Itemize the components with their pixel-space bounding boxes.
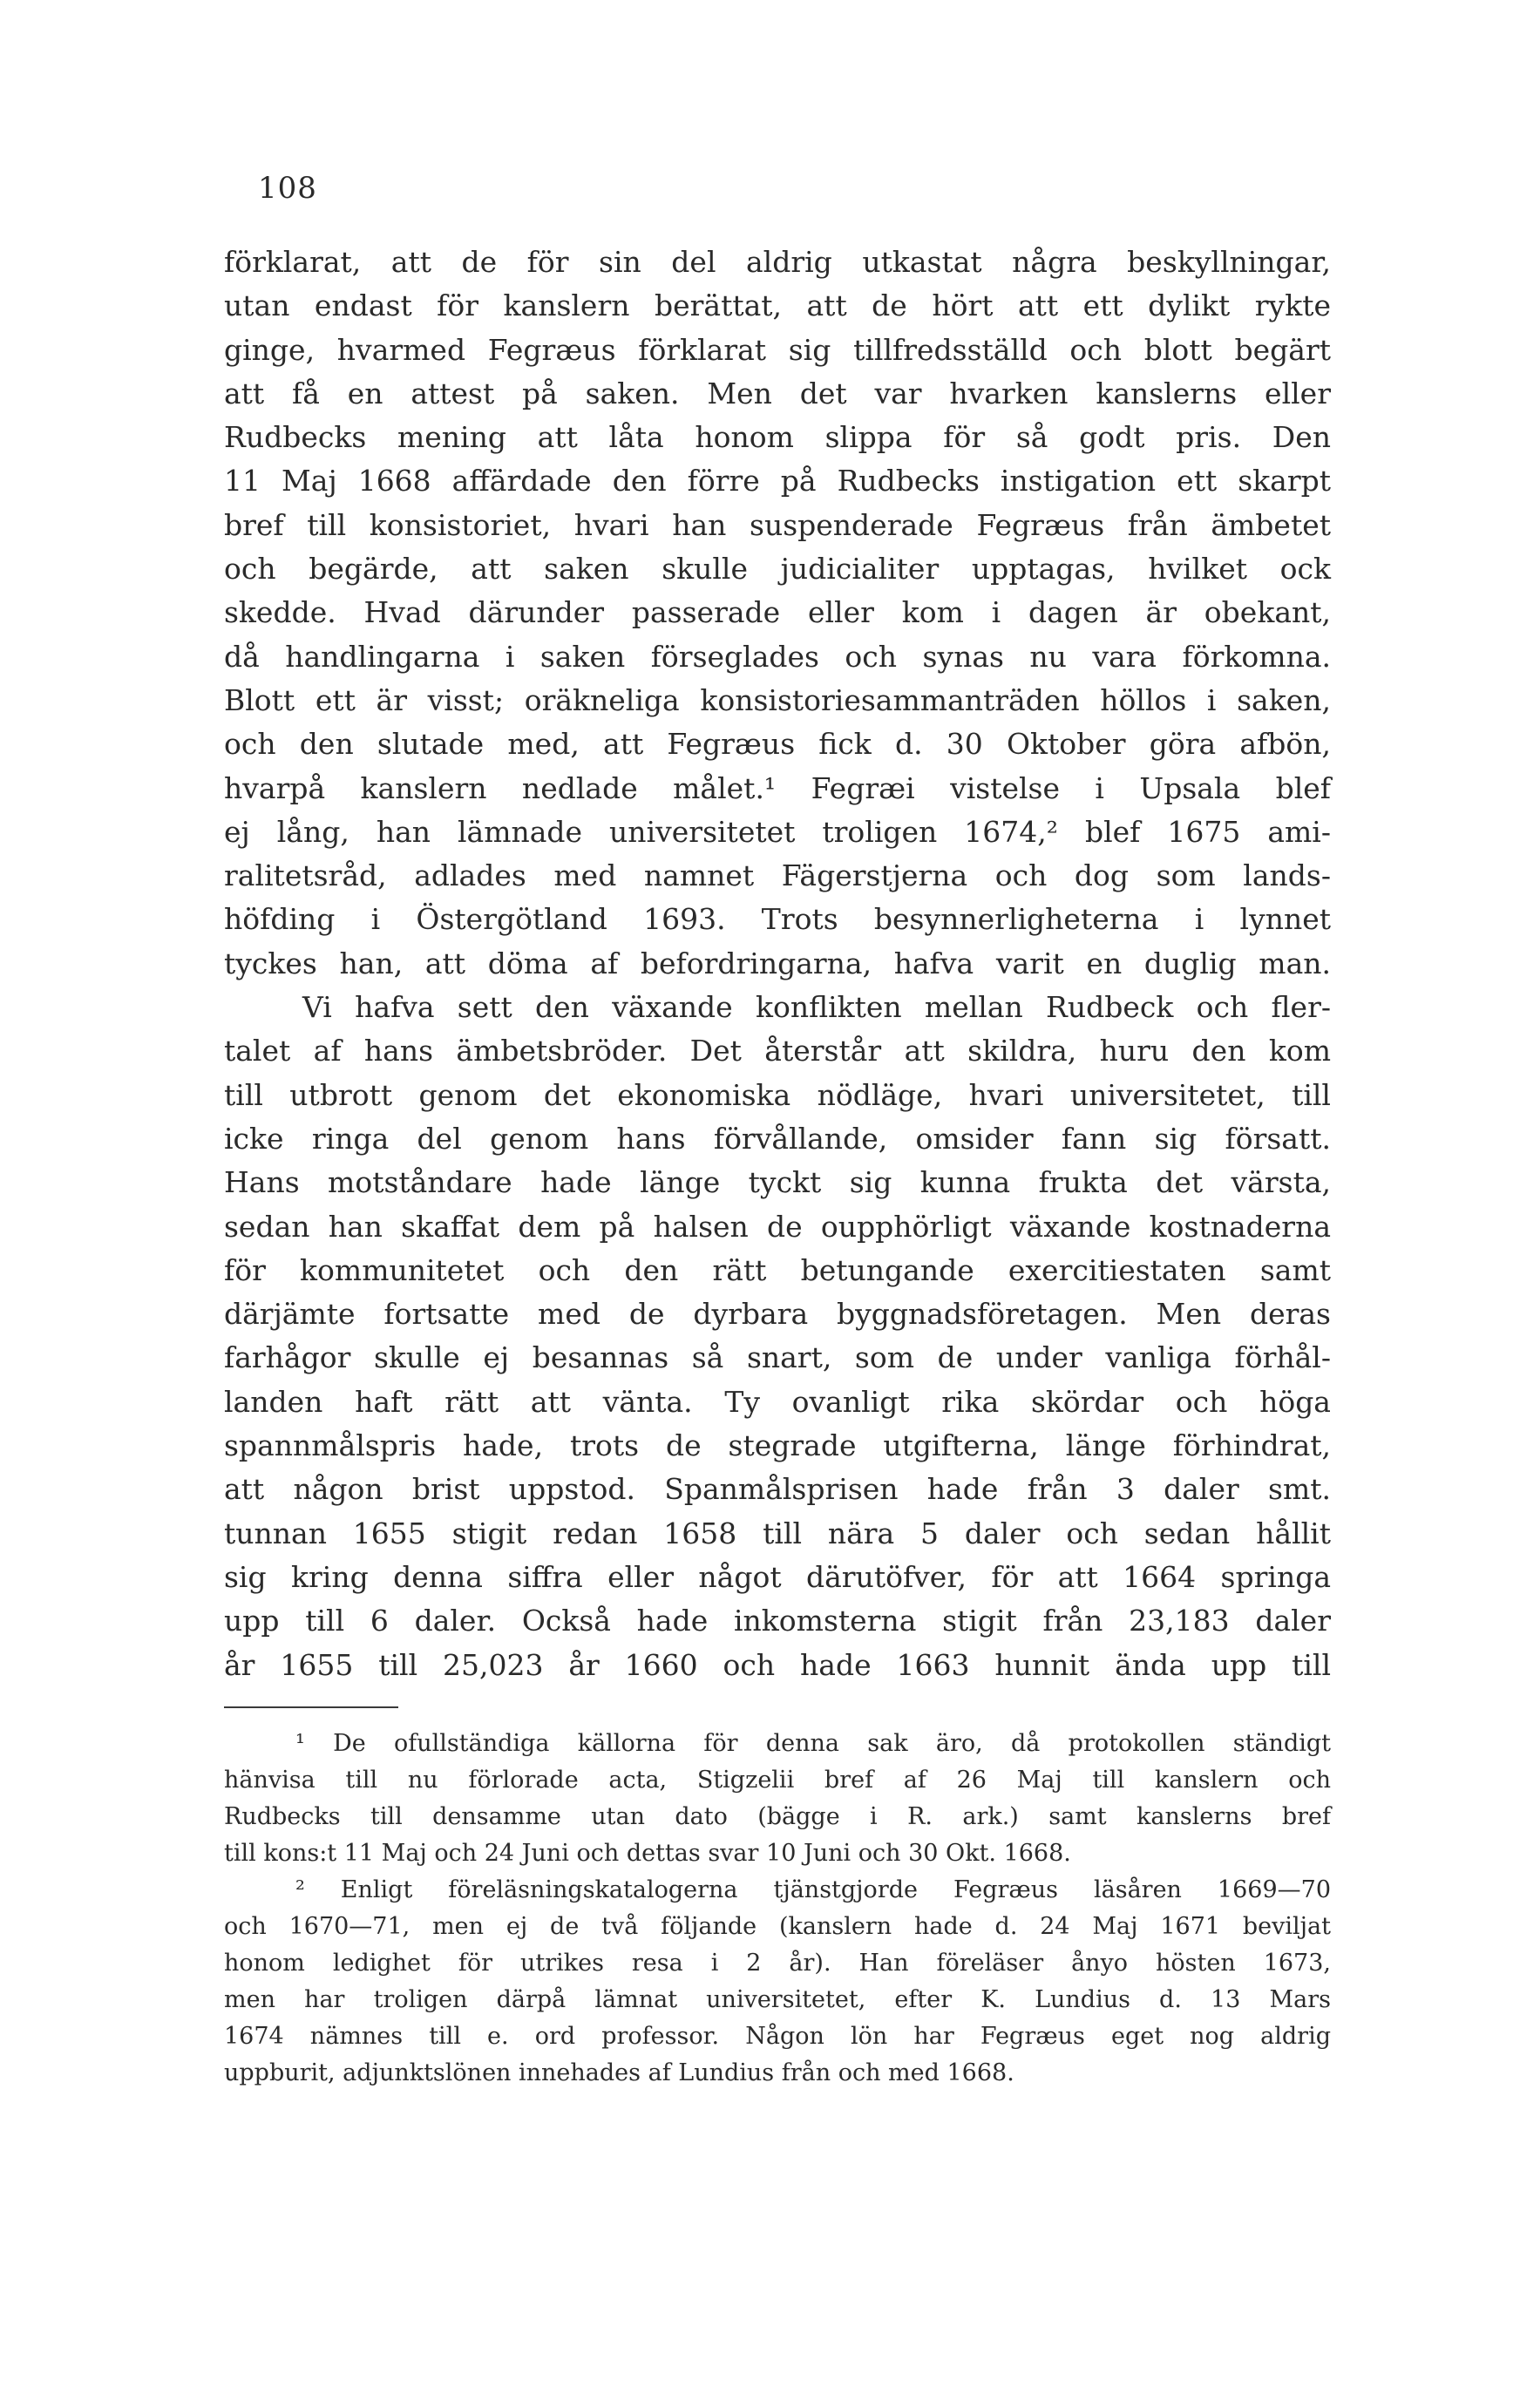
text-line: sedan han skaffat dem på halsen de oupphörligt växande kostnaderna bbox=[224, 1209, 1331, 1244]
footnote-line: ¹ De ofullständiga källorna för denna sak äro, då protokollen ständigt bbox=[295, 1730, 1331, 1757]
text-line: Hans motståndare hade länge tyckt sig kunna frukta det värsta, bbox=[224, 1165, 1331, 1200]
text-line: bref till konsistoriet, hvari han suspenderade Fegræus från ämbetet bbox=[224, 507, 1331, 542]
footnote-line: honom ledighet för utrikes resa i 2 år). Han föreläser ånyo hösten 1673, bbox=[224, 1950, 1331, 1977]
text-line: skedde. Hvad därunder passerade eller kom i dagen är obekant, bbox=[224, 595, 1331, 630]
footnote-line: och 1670—71, men ej de två följande (kanslern hade d. 24 Maj 1671 beviljat bbox=[224, 1913, 1331, 1940]
text-line: ginge, hvarmed Fegræus förklarat sig tillfredsställd och blott begärt bbox=[224, 332, 1331, 367]
body-text bbox=[224, 241, 1331, 1687]
text-line: då handlingarna i saken förseglades och synas nu vara förkomna. bbox=[224, 639, 1331, 674]
text-line: att någon brist uppstod. Spanmålsprisen hade från 3 daler smt. bbox=[224, 1472, 1331, 1507]
text-line: ej lång, han lämnade universitetet troligen 1674,² blef 1675 ami- bbox=[224, 814, 1331, 849]
footnote-line: hänvisa till nu förlorade acta, Stigzelii bref af 26 Maj till kanslern och bbox=[224, 1767, 1331, 1794]
text-line: ralitetsråd, adlades med namnet Fägerstjerna och dog som lands- bbox=[224, 858, 1331, 893]
text-line: talet af hans ämbetsbröder. Det återstår att skildra, huru den kom bbox=[224, 1034, 1331, 1068]
footnote-rule bbox=[224, 1706, 398, 1708]
footnote-line: till kons:t 11 Maj och 24 Juni och dettas svar 10 Juni och 30 Okt. 1668. bbox=[224, 1840, 1071, 1867]
text-line: landen haft rätt att vänta. Ty ovanligt rika skördar och höga bbox=[224, 1384, 1331, 1419]
footnote-line: Rudbecks till densamme utan dato (bägge i R. ark.) samt kanslerns bref bbox=[224, 1803, 1331, 1830]
footnote-line: 1674 nämnes till e. ord professor. Någon lön har Fegræus eget nog aldrig bbox=[224, 2023, 1331, 2050]
footnotes bbox=[224, 1726, 1331, 2092]
text-line: Rudbecks mening att låta honom slippa för så godt pris. Den bbox=[224, 420, 1331, 455]
text-line: och begärde, att saken skulle judicialiter upptagas, hvilket ock bbox=[224, 552, 1331, 587]
text-line: därjämte fortsatte med de dyrbara byggnadsföretagen. Men deras bbox=[224, 1297, 1331, 1332]
text-line: att få en attest på saken. Men det var hvarken kanslerns eller bbox=[224, 376, 1331, 410]
footnote-line: ² Enligt föreläsningskatalogerna tjänstgjorde Fegræus läsåren 1669—70 bbox=[295, 1876, 1331, 1903]
text-line: tyckes han, att döma af befordringarna, hafva varit en duglig man. bbox=[224, 946, 1331, 980]
text-line: upp till 6 daler. Också hade inkomsterna stigit från 23,183 daler bbox=[224, 1604, 1331, 1638]
footnote-line: uppburit, adjunktslönen innehades af Lundius från och med 1668. bbox=[224, 2059, 1014, 2086]
text-line: spannmålspris hade, trots de stegrade utgifterna, länge förhindrat, bbox=[224, 1428, 1331, 1463]
page-number: 108 bbox=[258, 171, 317, 206]
text-line: och den slutade med, att Fegræus fick d. 30 Oktober göra afbön, bbox=[224, 727, 1331, 762]
text-line: förklarat, att de för sin del aldrig utkastat några beskyllningar, bbox=[224, 245, 1331, 279]
text-line: Vi hafva sett den växande konflikten mellan Rudbeck och fler- bbox=[302, 990, 1331, 1025]
text-line: utan endast för kanslern berättat, att de hört att ett dylikt rykte bbox=[224, 288, 1331, 323]
text-line: år 1655 till 25,023 år 1660 och hade 1663 hunnit ända upp till bbox=[224, 1647, 1331, 1682]
text-line: farhågor skulle ej besannas så snart, som de under vanliga förhål- bbox=[224, 1340, 1331, 1375]
text-line: icke ringa del genom hans förvållande, omsider fann sig försatt. bbox=[224, 1121, 1331, 1156]
text-line: hvarpå kanslern nedlade målet.¹ Fegræi vistelse i Upsala blef bbox=[224, 770, 1331, 805]
text-line: Blott ett är visst; oräkneliga konsistoriesammanträden höllos i saken, bbox=[224, 682, 1331, 717]
text-line: till utbrott genom det ekonomiska nödläge, hvari universitetet, till bbox=[224, 1077, 1331, 1112]
text-line: för kommunitetet och den rätt betungande exercitiestaten samt bbox=[224, 1252, 1331, 1287]
text-line: tunnan 1655 stigit redan 1658 till nära 5 daler och sedan hållit bbox=[224, 1516, 1331, 1550]
footnote-line: men har troligen därpå lämnat universitetet, efter K. Lundius d. 13 Mars bbox=[224, 1986, 1331, 2013]
text-line: sig kring denna siffra eller något därutöfver, för att 1664 springa bbox=[224, 1559, 1331, 1594]
text-line: 11 Maj 1668 affärdade den förre på Rudbecks instigation ett skarpt bbox=[224, 464, 1331, 499]
text-line: höfding i Östergötland 1693. Trots besynnerligheterna i lynnet bbox=[224, 902, 1331, 937]
